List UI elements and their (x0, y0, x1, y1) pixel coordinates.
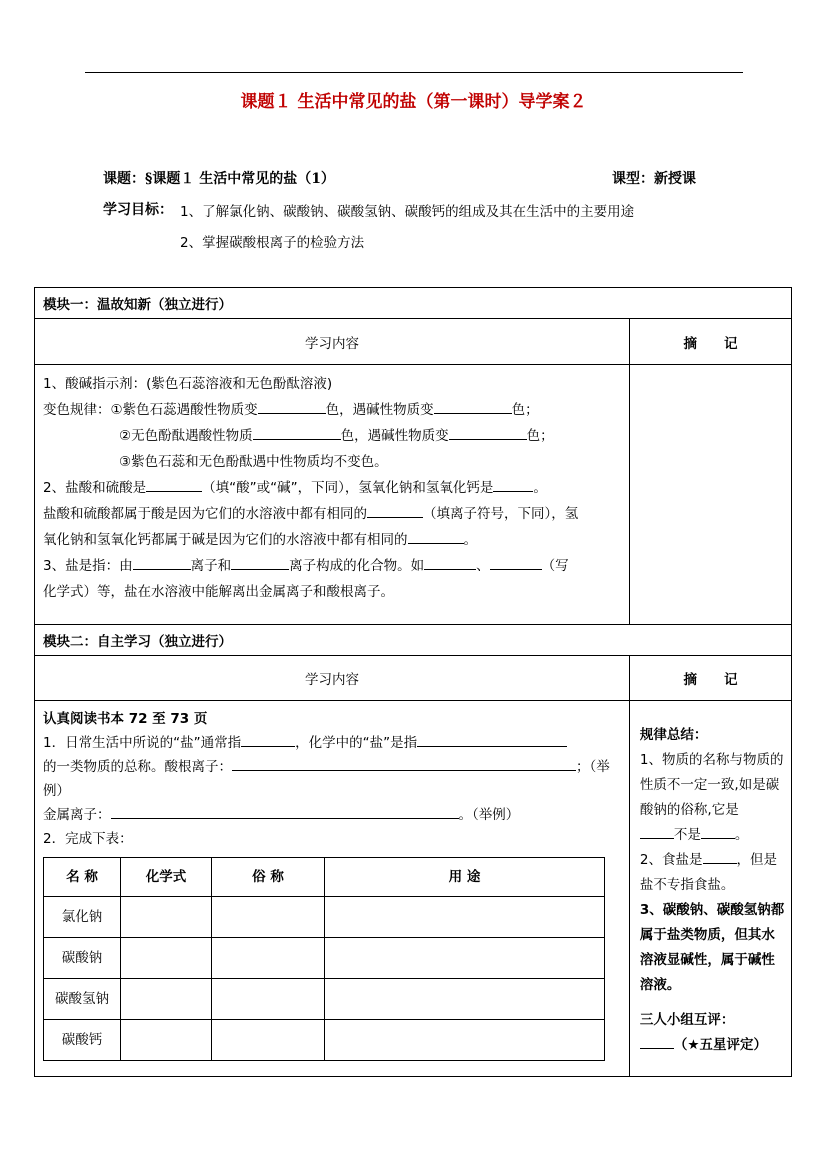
table-row (44, 897, 605, 938)
side-title: 规律总结： (639, 727, 708, 743)
table-row (44, 938, 605, 979)
module2-col-content: 学习内容 (35, 656, 630, 701)
salt-name: 碳酸钠 (44, 938, 121, 979)
blank[interactable] (490, 555, 542, 570)
blank[interactable] (640, 824, 674, 839)
blank[interactable] (133, 555, 191, 570)
salt-table-header: 俗 称 (212, 858, 325, 897)
page-title: 课题１ 生活中常见的盐（第一课时）导学案２ (240, 92, 587, 112)
salt-name: 碳酸钙 (44, 1020, 121, 1061)
lesson-type: 课型：新授课 (612, 171, 696, 187)
module1-notes-cell[interactable] (629, 365, 791, 625)
m1-line-9: 化学式）等，盐在水溶液中能解离出金属离子和酸根离子。 (43, 584, 394, 600)
salt-table (43, 857, 605, 1061)
module2-col-notes: 摘 记 (629, 656, 791, 701)
table-cell[interactable] (325, 897, 605, 938)
blank[interactable] (640, 1034, 674, 1049)
worksheet-table (34, 287, 792, 1077)
blank[interactable] (701, 824, 735, 839)
side-note-3: 3、碳酸钠、碳酸氢钠都属于盐类物质，但其水溶液显碱性，属于碱性溶液。 (639, 902, 785, 993)
blank[interactable] (703, 849, 737, 864)
blank[interactable] (253, 425, 341, 440)
blank[interactable] (449, 425, 527, 440)
table-cell[interactable] (212, 897, 325, 938)
m2-q1-line2: 的一类物质的总称。酸根离子： ；（举 (43, 755, 621, 779)
m1-line-4: ③紫色石蕊和无色酚酞遇中性物质均不变色。 (119, 454, 388, 470)
peer-review-label: 三人小组互评： (639, 1012, 735, 1028)
table-cell[interactable] (212, 938, 325, 979)
table-cell[interactable] (121, 1020, 212, 1061)
module2-title: 模块二：自主学习（独立进行） (35, 625, 792, 656)
blank[interactable] (241, 732, 295, 747)
m1-line-5: 2、盐酸和硫酸是 （填“酸”或“碱”，下同），氢氧化钠和氢氧化钙是 。 (43, 475, 621, 501)
blank[interactable] (232, 756, 576, 771)
table-cell[interactable] (121, 897, 212, 938)
side-note-2: 2、食盐是 ，但是盐不专指食盐。 (640, 848, 785, 898)
goal-2: 2、掌握碳酸根离子的检验方法 (180, 235, 365, 251)
blank[interactable] (408, 529, 464, 544)
m2-q1-line4: 金属离子： 。（举例） (43, 803, 621, 827)
module1-title: 模块一：温故知新（独立进行） (35, 288, 792, 319)
m1-line-7: 氧化钠和氢氧化钙都属于碱是因为它们的水溶液中都有相同的 。 (43, 527, 621, 553)
m2-q2: 2．完成下表： (43, 831, 133, 847)
m2-q1-line1: 1．日常生活中所说的“盐”通常指 ，化学中的“盐”是指 (43, 731, 621, 755)
salt-name: 氯化钠 (44, 897, 121, 938)
blank[interactable] (493, 477, 533, 492)
salt-table-header: 名 称 (44, 858, 121, 897)
blank[interactable] (434, 399, 512, 414)
m2-read: 认真阅读书本 72 至 73 页 (43, 711, 208, 727)
blank[interactable] (111, 804, 459, 819)
table-cell[interactable] (325, 979, 605, 1020)
peer-review-line: （★五星评定） (640, 1033, 785, 1058)
blank[interactable] (146, 477, 202, 492)
table-row (44, 1020, 605, 1061)
module2-notes-cell (629, 701, 791, 1077)
side-note-1: 1、物质的名称与物质的性质不一定一致,如是碳酸钠的俗称,它是 不是 。 (639, 752, 784, 843)
blank[interactable] (231, 555, 289, 570)
blank[interactable] (367, 503, 423, 518)
m1-line-2: 变色规律：①紫色石蕊遇酸性物质变 色，遇碱性物质变 色； (43, 397, 621, 423)
m1-line-1: 1、酸碱指示剂：(紫色石蕊溶液和无色酚酞溶液) (43, 376, 333, 392)
blank[interactable] (417, 732, 567, 747)
module2-content (35, 701, 630, 1077)
salt-table-header: 化学式 (121, 858, 212, 897)
m1-line-6: 盐酸和硫酸都属于酸是因为它们的水溶液中都有相同的 （填离子符号，下同），氢 (43, 501, 621, 527)
table-cell[interactable] (121, 938, 212, 979)
blank[interactable] (258, 399, 326, 414)
blank[interactable] (424, 555, 476, 570)
table-cell[interactable] (325, 938, 605, 979)
m1-line-3: ②无色酚酞遇酸性物质 色，遇碱性物质变 色； (43, 423, 621, 449)
module1-col-content: 学习内容 (35, 319, 630, 365)
table-cell[interactable] (325, 1020, 605, 1061)
table-cell[interactable] (121, 979, 212, 1020)
table-row (44, 979, 605, 1020)
table-cell[interactable] (212, 1020, 325, 1061)
goal-1: 1、了解氯化钠、碳酸钠、碳酸氢钠、碳酸钙的组成及其在生活中的主要用途 (180, 204, 635, 220)
salt-name: 碳酸氢钠 (44, 979, 121, 1020)
goals-label: 学习目标： (103, 202, 173, 218)
module1-col-notes: 摘 记 (629, 319, 791, 365)
module1-content (35, 365, 630, 625)
top-rule (85, 72, 743, 73)
m1-line-8: 3、盐是指：由 离子和 离子构成的化合物。如 、 （写 (43, 553, 621, 579)
salt-table-header: 用 途 (325, 858, 605, 897)
topic-label: 课题：§课题１ 生活中常见的盐（1） (103, 171, 335, 187)
table-cell[interactable] (212, 979, 325, 1020)
m2-q1-line3: 例） (43, 783, 70, 799)
